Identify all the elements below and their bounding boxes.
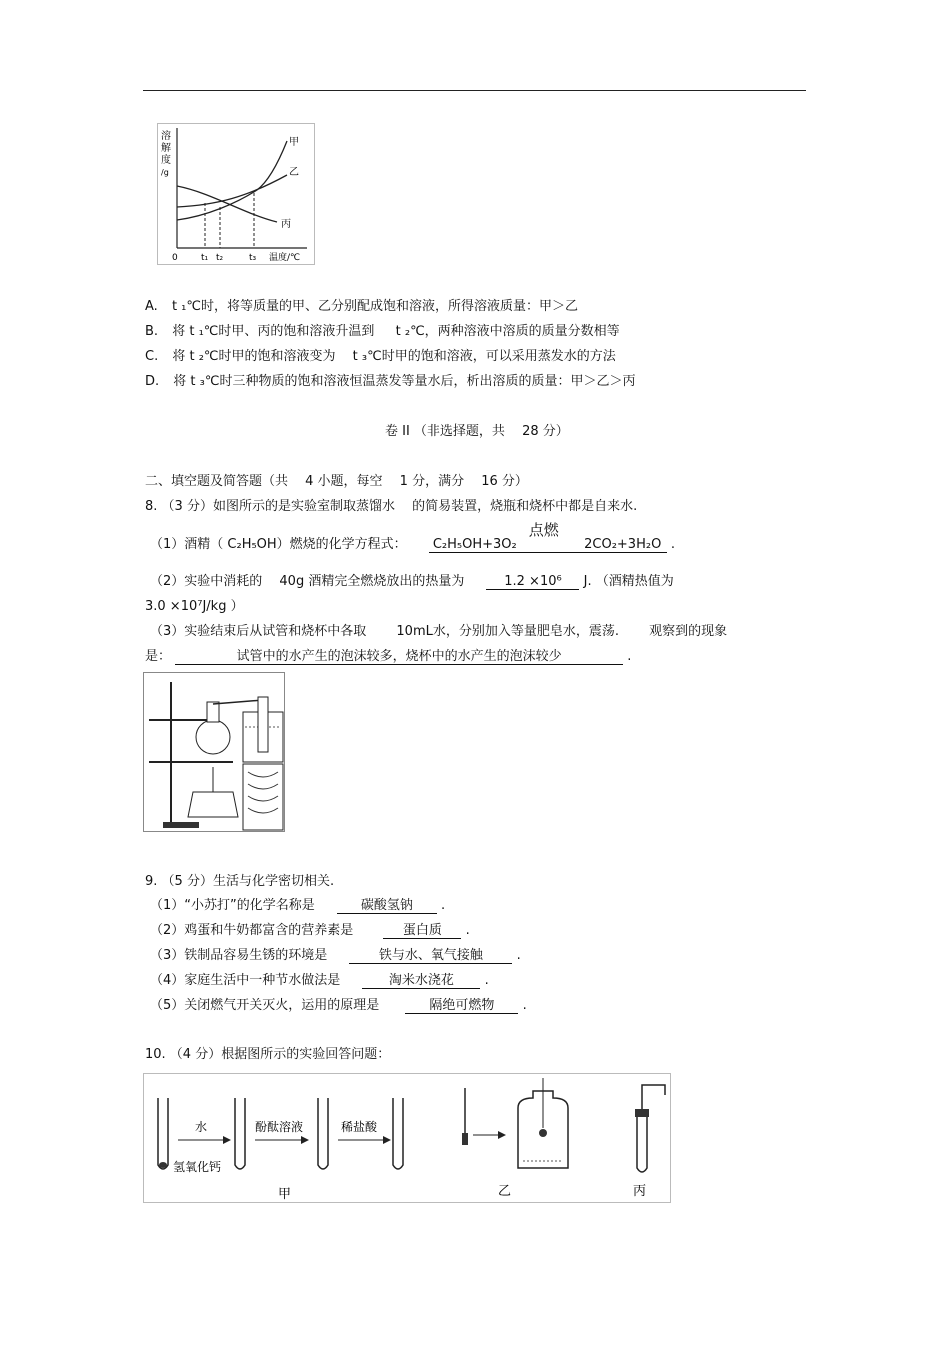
q8-p1-end: . — [670, 537, 675, 552]
q8-p3-line1: （3）实验结束后从试管和烧杯中各取 10mL水，分别加入等量肥皂水，震荡. 观察到的现象 — [150, 624, 728, 639]
header-rule — [143, 90, 806, 91]
tick-t3: t₃ — [249, 253, 257, 263]
q9-item-5 — [150, 994, 527, 1014]
q9-item-1-answer: 碳酸氢钠 — [337, 894, 437, 914]
q9-item-3 — [150, 944, 521, 964]
option-c-text: 将 t ₂℃时甲的饱和溶液变为 t ₃℃时甲的饱和溶液，可以采用蒸发水的方法 — [172, 349, 616, 364]
q9-stem: 9. （5 分）生活与化学密切相关. — [145, 874, 335, 889]
q9-item-1-end: . — [441, 898, 446, 913]
q9-item-1 — [150, 894, 445, 914]
label-bing: 丙 — [281, 219, 291, 230]
q10-stem: 10. （4 分）根据图所示的实验回答问题： — [145, 1047, 391, 1062]
section-heading: 二、填空题及简答题（共 4 小题，每空 1 分，满分 16 分） — [145, 474, 528, 489]
q9-item-5-answer: 隔绝可燃物 — [405, 994, 518, 1014]
label-yi: 乙 — [289, 167, 299, 178]
q8-stem: 8. （3 分）如图所示的是实验室制取蒸馏水 的简易装置，烧瓶和烧杯中都是自来水. — [145, 499, 638, 514]
q9-item-2-end: . — [465, 923, 470, 938]
solubility-graph — [157, 123, 315, 265]
q9-item-2 — [150, 919, 470, 939]
fig-label-phenol: 酚酞溶液 — [255, 1120, 304, 1134]
q9-item-3-answer: 铁与水、氧气接触 — [349, 944, 512, 964]
fig-label-hcl: 稀盐酸 — [341, 1120, 378, 1134]
option-d-letter: D. — [145, 374, 160, 389]
option-d-text: 将 t ₃℃时三种物质的饱和溶液恒温蒸发等量水后，析出溶质的质量：甲＞乙＞丙 — [173, 374, 636, 389]
graph-yunit: /g — [161, 168, 169, 177]
q9-item-3-end: . — [516, 948, 521, 963]
q8-p2-label: （2）实验中消耗的 40g 酒精完全燃烧放出的热量为 — [150, 574, 465, 589]
q8-p1-eq-left: C₂H₅OH+3O₂ — [429, 537, 521, 553]
tick-t1: t₁ — [201, 253, 209, 263]
option-a — [145, 295, 578, 314]
q8-p2-line2: 3.0 ×10⁷J/kg ） — [145, 599, 244, 614]
graph-ylabel-2: 解 — [161, 143, 171, 154]
fig-label-water: 水 — [195, 1120, 208, 1134]
q9-item-4-answer: 淘米水浇花 — [362, 969, 480, 989]
q10-experiment-figure — [143, 1073, 671, 1203]
q9-item-4-end: . — [484, 973, 489, 988]
q8-p2-tail: J. （酒精热值为 — [583, 574, 674, 589]
q9-item-5-end: . — [522, 998, 527, 1013]
fig-label-jia: 甲 — [278, 1187, 292, 1202]
q9-item-1-label: （1）“小苏打”的化学名称是 — [150, 898, 315, 913]
q9-item-4 — [150, 969, 489, 989]
option-a-text: t ₁℃时，将等质量的甲、乙分别配成饱和溶液，所得溶液质量：甲＞乙 — [171, 299, 578, 314]
fig-label-yi: 乙 — [498, 1184, 512, 1199]
option-b — [145, 320, 620, 339]
q8-p3-answer: 试管中的水产生的泡沫较多，烧杯中的水产生的泡沫较少 — [175, 645, 623, 665]
graph-xlabel: 温度/℃ — [269, 253, 301, 263]
q8-p3-end: . — [627, 649, 632, 664]
q9-item-3-label: （3）铁制品容易生锈的环境是 — [150, 948, 328, 963]
q9-item-4-label: （4）家庭生活中一种节水做法是 — [150, 973, 341, 988]
q8-part1 — [150, 521, 675, 553]
q8-part2 — [150, 570, 674, 590]
option-b-letter: B. — [145, 324, 159, 339]
volume-title: 卷 II （非选择题，共 28 分） — [385, 424, 569, 439]
distillation-apparatus — [143, 672, 285, 832]
q8-p1-label: （1）酒精（ C₂H₅OH）燃烧的化学方程式： — [150, 537, 407, 552]
q9-item-2-label: （2）鸡蛋和牛奶都富含的营养素是 — [150, 923, 354, 938]
option-d — [145, 370, 635, 389]
option-c-letter: C. — [145, 349, 159, 364]
q8-p1-eq-right: 2CO₂+3H₂O — [579, 537, 667, 553]
fig-label-naoh: 氢氧化钙 — [173, 1160, 222, 1174]
q8-p2-answer: 1.2 ×10⁶ — [486, 574, 579, 590]
option-b-text: 将 t ₁℃时甲、丙的饱和溶液升温到 t ₂℃，两种溶液中溶质的质量分数相等 — [172, 324, 620, 339]
q9-item-5-label: （5）关闭燃气开关灭火，运用的原理是 — [150, 998, 380, 1013]
graph-ylabel-1: 溶 — [161, 131, 171, 142]
fig-label-bing: 丙 — [633, 1184, 647, 1199]
tick-t2: t₂ — [216, 253, 224, 263]
tick-0: 0 — [172, 253, 178, 263]
graph-ylabel-3: 度 — [161, 155, 171, 166]
option-a-letter: A. — [145, 299, 158, 314]
label-jia: 甲 — [289, 137, 299, 148]
q8-p1-condition: 点燃 — [528, 521, 559, 539]
q8-part3-answer-line — [145, 645, 631, 665]
q9-item-2-answer: 蛋白质 — [383, 919, 461, 939]
q8-p3-prefix: 是： — [145, 649, 172, 664]
option-c — [145, 345, 616, 364]
q8-p1-condition-box — [521, 521, 579, 553]
